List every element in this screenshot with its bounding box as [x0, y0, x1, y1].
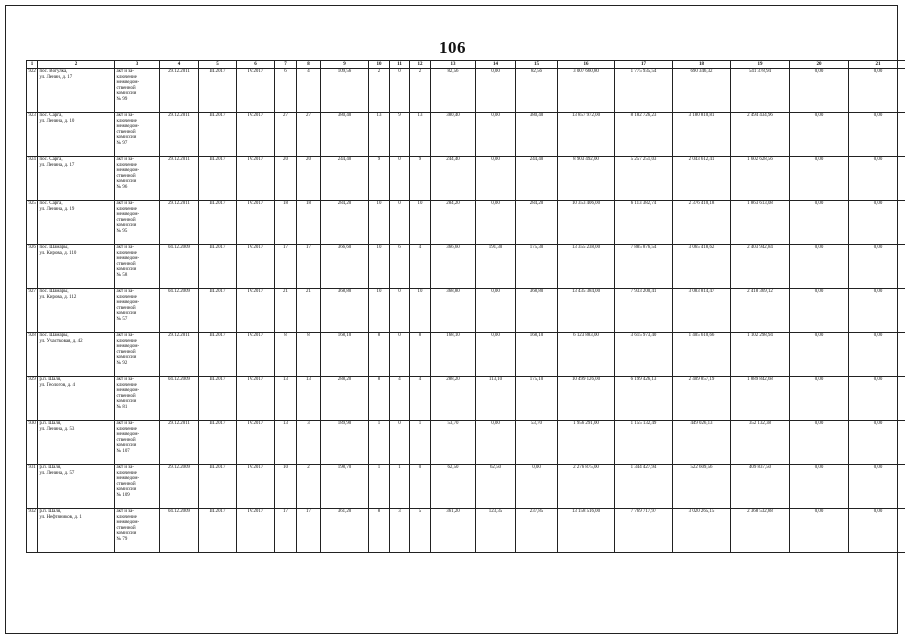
other-funds-cell: 0,00	[849, 333, 905, 377]
column-number-3: 3	[115, 61, 160, 69]
premises-total-cell: 8	[369, 333, 390, 377]
regional-budget-cell: 2 376 410,18	[673, 201, 731, 245]
residents-resettled-cell: 17	[297, 509, 321, 553]
planned-end-cell: IV.2017	[237, 113, 275, 157]
local-budget-cell: 1 602 628,56	[731, 157, 790, 201]
local-budget-cell: 409 837,50	[731, 465, 790, 509]
basis-document-cell: акт и за- ключение межведом- ственной комиссии № 107	[115, 421, 160, 465]
table-row	[27, 465, 905, 509]
resettled-area-cell: 366,60	[431, 245, 476, 289]
column-number-header	[27, 61, 905, 69]
total-cost-cell: 13 158 516,00	[558, 509, 615, 553]
planned-start-cell: III.2017	[199, 69, 237, 113]
column-number-4: 4	[160, 61, 199, 69]
extra-funds-cell: 0,00	[790, 509, 849, 553]
premises-total-cell: 2	[369, 69, 390, 113]
row-number: 931	[27, 465, 38, 509]
municipal-area-cell: 284,20	[516, 201, 558, 245]
column-number-12: 12	[410, 61, 431, 69]
residents-count-cell: 13	[275, 377, 297, 421]
address-cell: пос. Шамары, ул. Кирова, д. 110	[38, 245, 115, 289]
basis-document-cell: акт и за- ключение межведом- ственной комиссии № 92	[115, 333, 160, 377]
premises-total-cell: 10	[369, 201, 390, 245]
resettled-area-cell: 288,20	[431, 377, 476, 421]
row-number: 932	[27, 509, 38, 553]
regional-budget-cell: 3 180 810,81	[673, 113, 731, 157]
private-area-cell: 0,00	[476, 69, 516, 113]
residents-count-cell: 6	[275, 69, 297, 113]
total-area-cell: 366,60	[321, 245, 369, 289]
planned-end-cell: IV.2017	[237, 157, 275, 201]
residents-count-cell: 10	[275, 465, 297, 509]
column-number-2: 2	[38, 61, 115, 69]
residents-count-cell: 13	[275, 421, 297, 465]
other-funds-cell: 0,00	[849, 69, 905, 113]
other-funds-cell: 0,00	[849, 201, 905, 245]
fund-cost-cell: 8 182 726,23	[615, 113, 673, 157]
total-cost-cell: 6 123 883,00	[558, 333, 615, 377]
recognition-date-cell: 04.12.2009	[160, 509, 199, 553]
resettled-area-cell: 168,10	[431, 333, 476, 377]
column-number-9: 9	[321, 61, 369, 69]
regional-budget-cell: 449 026,13	[673, 421, 731, 465]
premises-total-cell: 1	[369, 421, 390, 465]
total-cost-cell: 3 007 660,80	[558, 69, 615, 113]
local-budget-cell: 2 494 434,96	[731, 113, 790, 157]
planned-start-cell: III.2017	[199, 245, 237, 289]
address-cell: пос. Сарга, ул. Ленина, д. 19	[38, 201, 115, 245]
local-budget-cell: 1 102 298,94	[731, 333, 790, 377]
premises-private-cell: 0	[390, 421, 410, 465]
recognition-date-cell: 29.12.2011	[160, 113, 199, 157]
municipal-area-cell: 368,80	[516, 289, 558, 333]
residents-resettled-cell: 21	[297, 289, 321, 333]
private-area-cell: 123,35	[476, 509, 516, 553]
planned-start-cell: III.2017	[199, 333, 237, 377]
regional-budget-cell: 2 043 612,41	[673, 157, 731, 201]
table-row	[27, 201, 905, 245]
basis-document-cell: акт и за- ключение межведом- ственной комиссии № 99	[115, 69, 160, 113]
address-cell: пос. Шамары, ул. Участковая, д. 42	[38, 333, 115, 377]
residents-resettled-cell: 18	[297, 201, 321, 245]
table-row	[27, 289, 905, 333]
fund-cost-cell: 7 933 200,41	[615, 289, 673, 333]
table-row	[27, 377, 905, 421]
premises-municipal-cell: 10	[410, 201, 431, 245]
residents-resettled-cell: 27	[297, 113, 321, 157]
other-funds-cell: 0,00	[849, 289, 905, 333]
premises-municipal-cell: 5	[410, 509, 431, 553]
table-row	[27, 421, 905, 465]
basis-document-cell: акт и за- ключение межведом- ственной комиссии № 96	[115, 157, 160, 201]
extra-funds-cell: 0,00	[790, 465, 849, 509]
premises-municipal-cell: 9	[410, 157, 431, 201]
table-body	[27, 69, 905, 553]
column-number-19: 19	[731, 61, 790, 69]
planned-start-cell: III.2017	[199, 421, 237, 465]
municipal-area-cell: 380,40	[516, 113, 558, 157]
basis-document-cell: акт и за- ключение межведом- ственной комиссии № 109	[115, 465, 160, 509]
planned-end-cell: IV.2017	[237, 465, 275, 509]
planned-start-cell: III.2017	[199, 509, 237, 553]
recognition-date-cell: 04.12.2009	[160, 377, 199, 421]
planned-end-cell: IV.2017	[237, 289, 275, 333]
column-number-10: 10	[369, 61, 390, 69]
extra-funds-cell: 0,00	[790, 69, 849, 113]
residents-count-cell: 17	[275, 509, 297, 553]
recognition-date-cell: 29.12.2011	[160, 157, 199, 201]
row-number: 923	[27, 113, 38, 157]
basis-document-cell: акт и за- ключение межведом- ственной комиссии № 95	[115, 201, 160, 245]
extra-funds-cell: 0,00	[790, 245, 849, 289]
total-cost-cell: 10 353 406,00	[558, 201, 615, 245]
resettled-area-cell: 361,20	[431, 509, 476, 553]
other-funds-cell: 0,00	[849, 377, 905, 421]
table-row	[27, 69, 905, 113]
premises-total-cell: 8	[369, 509, 390, 553]
column-number-8: 8	[297, 61, 321, 69]
total-area-cell: 380,40	[321, 113, 369, 157]
resettled-area-cell: 82,56	[431, 69, 476, 113]
municipal-area-cell: 82,56	[516, 69, 558, 113]
premises-municipal-cell: 0	[410, 465, 431, 509]
total-area-cell: 109,56	[321, 69, 369, 113]
column-number-18: 18	[673, 61, 731, 69]
resettled-area-cell: 284,20	[431, 201, 476, 245]
row-number: 925	[27, 201, 38, 245]
column-number-15: 15	[516, 61, 558, 69]
total-area-cell: 368,80	[321, 289, 369, 333]
recognition-date-cell: 29.12.2011	[160, 201, 199, 245]
premises-private-cell: 0	[390, 201, 410, 245]
extra-funds-cell: 0,00	[790, 377, 849, 421]
recognition-date-cell: 29.12.2011	[160, 69, 199, 113]
regional-budget-cell: 690 346,32	[673, 69, 731, 113]
residents-resettled-cell: 13	[297, 377, 321, 421]
recognition-date-cell: 29.12.2009	[160, 465, 199, 509]
other-funds-cell: 0,00	[849, 421, 905, 465]
table-row	[27, 157, 905, 201]
extra-funds-cell: 0,00	[790, 421, 849, 465]
premises-municipal-cell: 4	[410, 377, 431, 421]
municipal-area-cell: 53,70	[516, 421, 558, 465]
basis-document-cell: акт и за- ключение межведом- ственной комиссии № 97	[115, 113, 160, 157]
row-number: 927	[27, 289, 38, 333]
row-number: 926	[27, 245, 38, 289]
municipal-area-cell: 175,30	[516, 245, 558, 289]
column-number-16: 16	[558, 61, 615, 69]
private-area-cell: 0,00	[476, 421, 516, 465]
fund-cost-cell: 7 769 717,97	[615, 509, 673, 553]
recognition-date-cell: 29.12.2011	[160, 333, 199, 377]
residents-count-cell: 21	[275, 289, 297, 333]
resettled-area-cell: 62,50	[431, 465, 476, 509]
total-cost-cell: 13 435 384,00	[558, 289, 615, 333]
other-funds-cell: 0,00	[849, 509, 905, 553]
recognition-date-cell: 04.12.2009	[160, 245, 199, 289]
fund-cost-cell: 1 775 935,54	[615, 69, 673, 113]
resettled-area-cell: 368,80	[431, 289, 476, 333]
planned-end-cell: IV.2017	[237, 201, 275, 245]
total-area-cell: 168,10	[321, 333, 369, 377]
table-row	[27, 333, 905, 377]
planned-start-cell: III.2017	[199, 465, 237, 509]
premises-total-cell: 1	[369, 465, 390, 509]
residents-resettled-cell: 8	[297, 333, 321, 377]
local-budget-cell: 541 378,94	[731, 69, 790, 113]
planned-start-cell: III.2017	[199, 289, 237, 333]
local-budget-cell: 2 418 369,12	[731, 289, 790, 333]
residents-resettled-cell: 3	[297, 421, 321, 465]
private-area-cell: 62,50	[476, 465, 516, 509]
total-area-cell: 244,40	[321, 157, 369, 201]
housing-register-table	[26, 60, 905, 553]
private-area-cell: 191,30	[476, 245, 516, 289]
planned-end-cell: IV.2017	[237, 421, 275, 465]
premises-total-cell: 10	[369, 289, 390, 333]
column-number-7: 7	[275, 61, 297, 69]
local-budget-cell: 1 863 613,08	[731, 201, 790, 245]
extra-funds-cell: 0,00	[790, 289, 849, 333]
table-row	[27, 509, 905, 553]
municipal-area-cell: 244,40	[516, 157, 558, 201]
regional-budget-cell: 3 065 418,62	[673, 245, 731, 289]
total-cost-cell: 10 499 126,00	[558, 377, 615, 421]
premises-private-cell: 9	[390, 113, 410, 157]
row-number: 929	[27, 377, 38, 421]
regional-budget-cell: 2 409 857,19	[673, 377, 731, 421]
address-cell: пос. Шамары, ул. Кирова, д. 112	[38, 289, 115, 333]
total-cost-cell: 2 276 875,00	[558, 465, 615, 509]
other-funds-cell: 0,00	[849, 113, 905, 157]
address-cell: пос. Вогулка, ул. Ленин, д. 17	[38, 69, 115, 113]
private-area-cell: 0,00	[476, 333, 516, 377]
residents-resettled-cell: 2	[297, 465, 321, 509]
residents-count-cell: 18	[275, 201, 297, 245]
premises-private-cell: 0	[390, 69, 410, 113]
address-cell: пос. Сарга, ул. Ленина, д. 17	[38, 157, 115, 201]
extra-funds-cell: 0,00	[790, 333, 849, 377]
address-cell: р.п. Шаля, ул. Нефтяников, д. 1	[38, 509, 115, 553]
premises-private-cell: 0	[390, 157, 410, 201]
address-cell: пос. Сарга, ул. Ленина, д. 10	[38, 113, 115, 157]
premises-private-cell: 6	[390, 245, 410, 289]
other-funds-cell: 0,00	[849, 157, 905, 201]
planned-end-cell: IV.2017	[237, 509, 275, 553]
column-number-11: 11	[390, 61, 410, 69]
row-number: 922	[27, 69, 38, 113]
fund-cost-cell: 6 199 426,13	[615, 377, 673, 421]
row-number: 930	[27, 421, 38, 465]
column-number-13: 13	[431, 61, 476, 69]
total-area-cell: 288,20	[321, 377, 369, 421]
fund-cost-cell: 1 344 427,94	[615, 465, 673, 509]
total-cost-cell: 13 355 238,00	[558, 245, 615, 289]
total-cost-cell: 13 857 972,00	[558, 113, 615, 157]
residents-resettled-cell: 17	[297, 245, 321, 289]
regional-budget-cell: 522 609,56	[673, 465, 731, 509]
row-number: 928	[27, 333, 38, 377]
column-number-14: 14	[476, 61, 516, 69]
premises-private-cell: 3	[390, 509, 410, 553]
table-row	[27, 113, 905, 157]
premises-private-cell: 1	[390, 465, 410, 509]
premises-total-cell: 9	[369, 157, 390, 201]
fund-cost-cell: 6 113 382,74	[615, 201, 673, 245]
resettled-area-cell: 380,40	[431, 113, 476, 157]
total-area-cell: 284,20	[321, 201, 369, 245]
planned-start-cell: III.2017	[199, 201, 237, 245]
basis-document-cell: акт и за- ключение межведом- ственной комиссии № 81	[115, 377, 160, 421]
municipal-area-cell: 0,00	[516, 465, 558, 509]
premises-municipal-cell: 1	[410, 421, 431, 465]
table-row	[27, 245, 905, 289]
column-number-5: 5	[199, 61, 237, 69]
municipal-area-cell: 237,85	[516, 509, 558, 553]
private-area-cell: 113,10	[476, 377, 516, 421]
residents-count-cell: 17	[275, 245, 297, 289]
basis-document-cell: акт и за- ключение межведом- ственной комиссии № 58	[115, 245, 160, 289]
page-number: 106	[439, 38, 466, 57]
premises-total-cell: 8	[369, 377, 390, 421]
other-funds-cell: 0,00	[849, 245, 905, 289]
planned-end-cell: IV.2017	[237, 69, 275, 113]
local-budget-cell: 2 368 532,88	[731, 509, 790, 553]
premises-private-cell: 4	[390, 377, 410, 421]
column-number-17: 17	[615, 61, 673, 69]
column-number-21: 21	[849, 61, 905, 69]
residents-count-cell: 20	[275, 157, 297, 201]
total-cost-cell: 1 956 291,00	[558, 421, 615, 465]
local-budget-cell: 2 403 942,84	[731, 245, 790, 289]
residents-resettled-cell: 20	[297, 157, 321, 201]
premises-municipal-cell: 10	[410, 289, 431, 333]
regional-budget-cell: 1 405 610,66	[673, 333, 731, 377]
extra-funds-cell: 0,00	[790, 113, 849, 157]
municipal-area-cell: 168,10	[516, 333, 558, 377]
private-area-cell: 0,00	[476, 113, 516, 157]
total-area-cell: 189,90	[321, 421, 369, 465]
fund-cost-cell: 5 257 251,03	[615, 157, 673, 201]
column-number-1: 1	[27, 61, 38, 69]
total-area-cell: 361,20	[321, 509, 369, 553]
address-cell: р.п. Шаля, ул. Геологов, д. 4	[38, 377, 115, 421]
municipal-area-cell: 175,10	[516, 377, 558, 421]
extra-funds-cell: 0,00	[790, 157, 849, 201]
resettled-area-cell: 244,40	[431, 157, 476, 201]
premises-private-cell: 0	[390, 333, 410, 377]
planned-start-cell: III.2017	[199, 377, 237, 421]
column-number-20: 20	[790, 61, 849, 69]
private-area-cell: 0,00	[476, 289, 516, 333]
regional-budget-cell: 3 083 814,47	[673, 289, 731, 333]
resettled-area-cell: 53,70	[431, 421, 476, 465]
fund-cost-cell: 7 885 876,54	[615, 245, 673, 289]
regional-budget-cell: 3 020 265,15	[673, 509, 731, 553]
recognition-date-cell: 04.12.2009	[160, 289, 199, 333]
residents-resettled-cell: 4	[297, 69, 321, 113]
recognition-date-cell: 29.12.2011	[160, 421, 199, 465]
planned-end-cell: IV.2017	[237, 245, 275, 289]
private-area-cell: 0,00	[476, 157, 516, 201]
other-funds-cell: 0,00	[849, 465, 905, 509]
planned-start-cell: III.2017	[199, 113, 237, 157]
residents-count-cell: 8	[275, 333, 297, 377]
local-budget-cell: 352 132,38	[731, 421, 790, 465]
local-budget-cell: 1 889 842,68	[731, 377, 790, 421]
planned-start-cell: III.2017	[199, 157, 237, 201]
basis-document-cell: акт и за- ключение межведом- ственной комиссии № 57	[115, 289, 160, 333]
total-cost-cell: 8 903 492,00	[558, 157, 615, 201]
premises-municipal-cell: 4	[410, 245, 431, 289]
premises-municipal-cell: 2	[410, 69, 431, 113]
planned-end-cell: IV.2017	[237, 377, 275, 421]
residents-count-cell: 27	[275, 113, 297, 157]
premises-municipal-cell: 8	[410, 333, 431, 377]
column-number-6: 6	[237, 61, 275, 69]
basis-document-cell: акт и за- ключение межведом- ственной комиссии № 79	[115, 509, 160, 553]
premises-municipal-cell: 13	[410, 113, 431, 157]
address-cell: р.п. Шаля, ул. Ленина, д. 57	[38, 465, 115, 509]
extra-funds-cell: 0,00	[790, 201, 849, 245]
private-area-cell: 0,00	[476, 201, 516, 245]
address-cell: р.п. Шаля, ул. Ленина, д. 53	[38, 421, 115, 465]
fund-cost-cell: 1 155 132,49	[615, 421, 673, 465]
fund-cost-cell: 3 615 973,40	[615, 333, 673, 377]
total-area-cell: 198,70	[321, 465, 369, 509]
row-number: 924	[27, 157, 38, 201]
premises-total-cell: 10	[369, 245, 390, 289]
premises-total-cell: 13	[369, 113, 390, 157]
planned-end-cell: IV.2017	[237, 333, 275, 377]
premises-private-cell: 0	[390, 289, 410, 333]
